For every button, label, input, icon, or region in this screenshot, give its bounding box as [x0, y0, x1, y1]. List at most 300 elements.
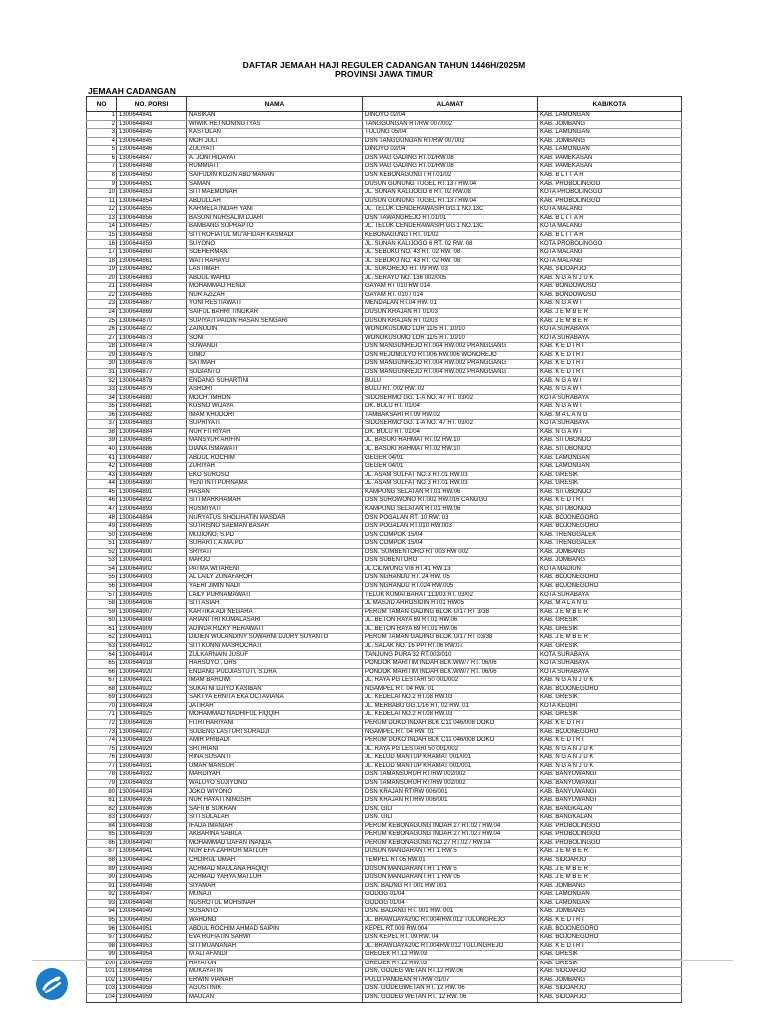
cell-no-porsi: 1300644911: [117, 634, 187, 643]
cell-no: 35: [87, 403, 117, 412]
cell-alamat: DSN COMPOK 15/04: [363, 531, 538, 540]
cell-no: 8: [87, 171, 117, 180]
cell-no: 18: [87, 257, 117, 266]
table-row: [87, 660, 682, 669]
cell-no-porsi: 1300644875: [117, 351, 187, 360]
cell-kab-kota: KAB. K E D I R I: [538, 343, 682, 352]
cell-no: 59: [87, 608, 117, 617]
cell-no: 54: [87, 565, 117, 574]
cell-alamat: GEGER 04/01: [363, 454, 538, 463]
cell-no: 63: [87, 642, 117, 651]
cell-nama: NURYATUS SHOLIHATIN MASDAR: [187, 514, 363, 523]
cell-kab-kota: KAB. J E M B E R: [538, 874, 682, 883]
cell-nama: M ALI AFANDI: [187, 951, 363, 960]
cell-nama: SUHARTI, A.MA.PD: [187, 540, 363, 549]
table-row: [87, 291, 682, 300]
cell-kab-kota: KAB. SIDOARJO: [538, 968, 682, 977]
cell-no: 10: [87, 189, 117, 198]
cell-no: 53: [87, 557, 117, 566]
cell-no-porsi: 1300644881: [117, 403, 187, 412]
cell-alamat: PERUM DOKO INDAH BLK C11 046/008 DOKO: [363, 737, 538, 746]
cell-nama: ACHMAD YAHYA MATLUH: [187, 874, 363, 883]
cell-nama: ACHMAD MAULANA HAQIQI: [187, 865, 363, 874]
cell-kab-kota: KAB. K E D I R I: [538, 360, 682, 369]
cell-no: 43: [87, 471, 117, 480]
cell-no-porsi: 1300644863: [117, 274, 187, 283]
cell-nama: MAULAN: [187, 993, 363, 1002]
cell-no-porsi: 1300644946: [117, 882, 187, 891]
cell-nama: MARJO: [187, 557, 363, 566]
table-row: [87, 685, 682, 694]
table-row: [87, 874, 682, 883]
table-row: [87, 856, 682, 865]
cell-no: 72: [87, 719, 117, 728]
cell-kab-kota: KAB. J E M B E R: [538, 608, 682, 617]
cell-alamat: DSN. BADNG RT 001 RW 001: [363, 882, 538, 891]
cell-no-porsi: 1300644886: [117, 445, 187, 454]
cell-nama: DIDIEN WULANDINY SUWARNI DJURY SUYANTO: [187, 634, 363, 643]
table-row: [87, 300, 682, 309]
cell-no-porsi: 1300644925: [117, 711, 187, 720]
table-row: [87, 788, 682, 797]
cell-nama: SATIMAH: [187, 360, 363, 369]
table-row: [87, 120, 682, 129]
cell-alamat: DSN KRAJAN RT/RW 006/001: [363, 788, 538, 797]
cell-kab-kota: KAB. JOMBANG: [538, 120, 682, 129]
cell-alamat: JL. TELUK CENDERAWASIH GG.1 NO.13C: [363, 206, 538, 215]
cell-nama: MUKAYATIN: [187, 968, 363, 977]
cell-alamat: DSN KEPEL RT. 09 RW. 04: [363, 934, 538, 943]
cell-nama: SUTRISNO SAEMAN BASAR: [187, 523, 363, 532]
table-row: [87, 249, 682, 258]
table-row: [87, 899, 682, 908]
cell-nama: HARSOYO , DRS: [187, 660, 363, 669]
cell-kab-kota: KOTA MALANG: [538, 223, 682, 232]
cell-nama: SUPIYATI PAIDIN HASAN SENGARI: [187, 317, 363, 326]
cell-nama: YENI INTI PURNAMA: [187, 480, 363, 489]
table-row: [87, 523, 682, 532]
cell-alamat: JL. BASUKI RAHMAT RT.02 RW.10: [363, 437, 538, 446]
cell-no-porsi: 1300644950: [117, 916, 187, 925]
cell-nama: ENDANG SUHARTINI: [187, 377, 363, 386]
cell-kab-kota: KAB. N G A N J U K: [538, 677, 682, 686]
cell-nama: YUNI RESTIAWATI: [187, 300, 363, 309]
cell-kab-kota: KAB. N G A N J U K: [538, 745, 682, 754]
cell-kab-kota: KAB. K E D I R I: [538, 737, 682, 746]
cell-nama: SAFII B SUKRAN: [187, 805, 363, 814]
cell-kab-kota: KOTA MADIUN: [538, 565, 682, 574]
cell-nama: ENDANG PUDJIASTUTI, S.DRA: [187, 668, 363, 677]
cell-no-porsi: 1300644936: [117, 805, 187, 814]
cell-alamat: DSN. GODEGWETAN RT. 12 RW. 06: [363, 985, 538, 994]
table-row: [87, 942, 682, 951]
cell-alamat: WONOKUSUMO LOR 11/5 RT. 10/10: [363, 326, 538, 335]
cell-no-porsi: 1300644860: [117, 249, 187, 258]
cell-no-porsi: 1300644862: [117, 266, 187, 275]
cell-kab-kota: KAB. BOJONEGORO: [538, 523, 682, 532]
cell-no-porsi: 1300644934: [117, 788, 187, 797]
cell-no-porsi: 1300644869: [117, 308, 187, 317]
cell-no-porsi: 1300644902: [117, 565, 187, 574]
cell-kab-kota: KAB. GRESIK: [538, 694, 682, 703]
cell-alamat: DINOYO 02/04: [363, 146, 538, 155]
cell-alamat: JL. TELUK CENDERAWASIH GG.1 NO.13C: [363, 223, 538, 232]
cell-no: 5: [87, 146, 117, 155]
cell-no-porsi: 1300644885: [117, 437, 187, 446]
cell-kab-kota: KAB. BOJONEGORO: [538, 582, 682, 591]
cell-kab-kota: KAB. BOJONEGORO: [538, 934, 682, 943]
cell-kab-kota: KAB. LAMONGAN: [538, 112, 682, 121]
cell-kab-kota: KAB. LAMONGAN: [538, 146, 682, 155]
cell-alamat: DK. BULU RT. 01/04: [363, 428, 538, 437]
table-row: [87, 463, 682, 472]
cell-no: 94: [87, 908, 117, 917]
cell-alamat: JL. SEBUKU NO. 43 RT. 02 RW. 08: [363, 249, 538, 258]
cell-no-porsi: 1300644908: [117, 617, 187, 626]
cell-kab-kota: KAB. BOJONEGORO: [538, 514, 682, 523]
cell-alamat: GREDEK RT.12 RW.03: [363, 959, 538, 968]
cell-alamat: DK. BULU RT. 01/04: [363, 403, 538, 412]
cell-kab-kota: KAB. GRESIK: [538, 617, 682, 626]
cell-kab-kota: KAB. N G A N J U K: [538, 762, 682, 771]
cell-no-porsi: 1300644958: [117, 985, 187, 994]
cell-no-porsi: 1300644877: [117, 368, 187, 377]
cell-no: 87: [87, 848, 117, 857]
cell-nama: MOHAMMAD NADHIFUL FIQQIH: [187, 711, 363, 720]
cell-no: 26: [87, 326, 117, 335]
cell-no-porsi: 1300644847: [117, 154, 187, 163]
cell-no: 60: [87, 617, 117, 626]
cell-no-porsi: 1300644845: [117, 129, 187, 138]
cell-no-porsi: 1300644876: [117, 360, 187, 369]
table-row: [87, 129, 682, 138]
cell-nama: BASUNI NURSALIM DJARI: [187, 214, 363, 223]
table-row: [87, 916, 682, 925]
cell-nama: KARMELA INDAH YANI: [187, 206, 363, 215]
table-row: [87, 540, 682, 549]
cell-no: 62: [87, 634, 117, 643]
cell-no-porsi: 1300644959: [117, 993, 187, 1002]
cell-no-porsi: 1300644905: [117, 591, 187, 600]
cell-alamat: DSN. GILI: [363, 805, 538, 814]
cell-no-porsi: 1300644923: [117, 694, 187, 703]
table-row: [87, 351, 682, 360]
cell-no-porsi: 1300644922: [117, 685, 187, 694]
cell-nama: AKBARINA SABILA: [187, 831, 363, 840]
cell-alamat: DSN NGRANDU RT. 24 RW. 05: [363, 574, 538, 583]
cell-no: 14: [87, 223, 117, 232]
cell-nama: SUPRIYATI: [187, 420, 363, 429]
cell-kab-kota: KOTA PROBOLINGGO: [538, 189, 682, 198]
cell-nama: MOHAMMAD HENDI: [187, 283, 363, 292]
cell-nama: MOH JULI: [187, 137, 363, 146]
cell-no: 100: [87, 959, 117, 968]
column-header-kab-kota: KAB/KOTA: [538, 97, 682, 112]
cell-no-porsi: 1300644883: [117, 420, 187, 429]
cell-alamat: TANGGUNGAN RT/RW 007/002: [363, 120, 538, 129]
cell-alamat: DSN NGRANDU RT.024 RW.005: [363, 582, 538, 591]
table-row: [87, 471, 682, 480]
table-row: [87, 831, 682, 840]
cell-kab-kota: KAB. SIDOARJO: [538, 856, 682, 865]
cell-no-porsi: 1300644943: [117, 865, 187, 874]
table-row: [87, 505, 682, 514]
cell-alamat: JL. ASAM SULFAT NO.3 RT.01 RW.03: [363, 471, 538, 480]
cell-no: 9: [87, 180, 117, 189]
cell-nama: MOHAMMAD DAFAN INANDA: [187, 839, 363, 848]
cell-no: 22: [87, 291, 117, 300]
cell-no: 12: [87, 206, 117, 215]
cell-alamat: JL. KEDELAI NO.2 RT.08 RW.03: [363, 711, 538, 720]
cell-no: 91: [87, 882, 117, 891]
table-row: [87, 548, 682, 557]
cell-no: 4: [87, 137, 117, 146]
cell-nama: KASTOLAN: [187, 129, 363, 138]
cell-no: 88: [87, 856, 117, 865]
cell-alamat: JL. KELUD MANTUP KRAMAT 001/001: [363, 762, 538, 771]
cell-kab-kota: KAB. LAMONGAN: [538, 899, 682, 908]
cell-no-porsi: 1300644872: [117, 326, 187, 335]
cell-no: 39: [87, 437, 117, 446]
cell-kab-kota: KAB. BOJONEGORO: [538, 685, 682, 694]
cell-alamat: DUSUN KRAJAN RT 01/03: [363, 308, 538, 317]
cell-kab-kota: KAB. PROBOLINGGO: [538, 180, 682, 189]
cell-no-porsi: 1300644892: [117, 497, 187, 506]
cell-alamat: GODOG 01/04: [363, 891, 538, 900]
table-row: [87, 531, 682, 540]
table-row: [87, 908, 682, 917]
cell-no: 40: [87, 445, 117, 454]
table-row: [87, 283, 682, 292]
cell-nama: KARTIKA ADI NEGARA: [187, 608, 363, 617]
cell-nama: SUGIANTO: [187, 368, 363, 377]
cell-kab-kota: KAB. N G A W I: [538, 300, 682, 309]
cell-no-porsi: 1300644909: [117, 625, 187, 634]
table-row: [87, 308, 682, 317]
cell-no-porsi: 1300644856: [117, 214, 187, 223]
document-subtitle: PROVINSI JAWA TIMUR: [335, 69, 433, 79]
cell-alamat: SIDOSERMO GG. 1-A NO. 47 RT. 03/02: [363, 394, 538, 403]
cell-nama: SITI SULALAH: [187, 814, 363, 823]
cell-no: 44: [87, 480, 117, 489]
cell-alamat: DINOYO 02/04: [363, 112, 538, 121]
cell-alamat: KAMPUNG SELATAN RT.01 RW.06: [363, 505, 538, 514]
cell-no-porsi: 1300644945: [117, 874, 187, 883]
cell-no: 84: [87, 822, 117, 831]
table-row: [87, 771, 682, 780]
cell-alamat: GEGER 04/01: [363, 463, 538, 472]
cell-kab-kota: KAB. BANGKALAN: [538, 814, 682, 823]
cell-alamat: DSN PAG GADING RT.01/RW.08: [363, 163, 538, 172]
cell-alamat: GAYAM RT. 010 / 014: [363, 291, 538, 300]
cell-alamat: DUSUN KRAJAN RT 02/03: [363, 317, 538, 326]
cell-alamat: TANJUNG PURA 32 RT.003/010: [363, 651, 538, 660]
cell-kab-kota: KAB. PROBOLINGGO: [538, 822, 682, 831]
cell-alamat: TEMPEL RT.05 RW.01: [363, 856, 538, 865]
cell-no: 96: [87, 925, 117, 934]
cell-no-porsi: 1300644867: [117, 300, 187, 309]
cell-no-porsi: 1300644897: [117, 540, 187, 549]
cell-no: 32: [87, 377, 117, 386]
cell-kab-kota: KAB. N G A W I: [538, 377, 682, 386]
cell-nama: SUSANTO: [187, 908, 363, 917]
cell-nama: HASAN: [187, 488, 363, 497]
cell-kab-kota: KAB. LAMONGAN: [538, 129, 682, 138]
table-row: [87, 737, 682, 746]
cell-no-porsi: 1300644890: [117, 480, 187, 489]
cell-no: 57: [87, 591, 117, 600]
table-row: [87, 805, 682, 814]
table-row: [87, 112, 682, 121]
cell-kab-kota: KAB. BOJONEGORO: [538, 574, 682, 583]
cell-alamat: TULUNG 05/04: [363, 129, 538, 138]
cell-alamat: PERUM TAMAN GADING BLOK U/17 RT 03/38: [363, 634, 538, 643]
cell-nama: ASRORI: [187, 386, 363, 395]
cell-kab-kota: KAB. GRESIK: [538, 711, 682, 720]
cell-no: 97: [87, 934, 117, 943]
cell-no: 48: [87, 514, 117, 523]
cell-no-porsi: 1300644900: [117, 548, 187, 557]
cell-no-porsi: 1300644942: [117, 856, 187, 865]
cell-kab-kota: KAB. SITUBONDO: [538, 445, 682, 454]
table-row: [87, 797, 682, 806]
cell-kab-kota: KAB. JOMBANG: [538, 882, 682, 891]
table-row: [87, 565, 682, 574]
cell-nama: MUJIONO, S.PD: [187, 531, 363, 540]
table-row: [87, 454, 682, 463]
table-body: [87, 112, 682, 1003]
cell-no-porsi: 1300644893: [117, 505, 187, 514]
table-row: [87, 146, 682, 155]
table-row: [87, 651, 682, 660]
cell-no-porsi: 1300644949: [117, 908, 187, 917]
cell-nama: WATI RAHAYU: [187, 257, 363, 266]
cell-no-porsi: 1300644891: [117, 488, 187, 497]
cell-no-porsi: 1300644855: [117, 206, 187, 215]
table-row: [87, 702, 682, 711]
cell-kab-kota: KAB. J E M B E R: [538, 865, 682, 874]
cell-kab-kota: KAB. PROBOLINGGO: [538, 197, 682, 206]
column-header-no: NO: [87, 97, 117, 112]
cell-nama: ERWIN VIANAH: [187, 976, 363, 985]
cell-kab-kota: KAB. GRESIK: [538, 642, 682, 651]
cell-kab-kota: KAB. J E M B E R: [538, 308, 682, 317]
cell-no-porsi: 1300644918: [117, 660, 187, 669]
cell-kab-kota: KAB. SIDOARJO: [538, 985, 682, 994]
cell-nama: EVA RUFIATIN SARWI: [187, 934, 363, 943]
cell-no-porsi: 1300644947: [117, 891, 187, 900]
table-row: [87, 180, 682, 189]
cell-nama: KUSNO WIJAYA: [187, 403, 363, 412]
cell-no: 70: [87, 702, 117, 711]
cell-nama: ZURIYAH: [187, 463, 363, 472]
cell-no: 65: [87, 660, 117, 669]
cell-no-porsi: 1300644889: [117, 471, 187, 480]
table-row: [87, 557, 682, 566]
cell-alamat: DUSUN GUNUNG TUGEL RT.13 / RW.04: [363, 180, 538, 189]
cell-no: 23: [87, 300, 117, 309]
cell-alamat: KEPEL RT.009 RW.004: [363, 925, 538, 934]
cell-kab-kota: KAB. GRESIK: [538, 951, 682, 960]
table-row: [87, 668, 682, 677]
cell-nama: ZAINUDIN: [187, 326, 363, 335]
cell-no-porsi: 1300644930: [117, 754, 187, 763]
cell-nama: ZULKARNAIN JUSUF: [187, 651, 363, 660]
cell-kab-kota: KAB. K E D I R I: [538, 497, 682, 506]
cell-nama: SITI MARKHAMAH: [187, 497, 363, 506]
cell-no-porsi: 1300644880: [117, 394, 187, 403]
cell-no: 16: [87, 240, 117, 249]
cell-alamat: DSN SUROWONO RT.002 RW.016 CANGGU: [363, 497, 538, 506]
cell-no: 75: [87, 745, 117, 754]
cell-no: 41: [87, 454, 117, 463]
cell-nama: AMIR PRIBADI: [187, 737, 363, 746]
cell-no-porsi: 1300644931: [117, 762, 187, 771]
cell-alamat: BULU: [363, 377, 538, 386]
jemaah-table: [86, 96, 682, 1003]
cell-kab-kota: KAB. K E D I R I: [538, 916, 682, 925]
cell-no-porsi: 1300644882: [117, 411, 187, 420]
cell-nama: MARDIYAH: [187, 771, 363, 780]
table-row: [87, 762, 682, 771]
table-row: [87, 360, 682, 369]
cell-nama: NUR HAYATI NINGSIH: [187, 797, 363, 806]
cell-nama: SOEHERMAN: [187, 249, 363, 258]
cell-no-porsi: 1300644854: [117, 197, 187, 206]
cell-nama: ABDUL ROCHIM: [187, 454, 363, 463]
cell-no-porsi: 1300644932: [117, 771, 187, 780]
cell-no: 52: [87, 548, 117, 557]
cell-kab-kota: KAB. BOJONEGORO: [538, 728, 682, 737]
cell-nama: A. JONI HIDAYAT: [187, 154, 363, 163]
table-row: [87, 386, 682, 395]
cell-no-porsi: 1300644904: [117, 582, 187, 591]
cell-alamat: MENDALAN RT.04 RW. 01: [363, 300, 538, 309]
cell-no-porsi: 1300644888: [117, 463, 187, 472]
cell-nama: SUGENG LASTURI SURADJI: [187, 728, 363, 737]
cell-kab-kota: KAB. J E M B E R: [538, 848, 682, 857]
table-row: [87, 197, 682, 206]
table-header-row: [87, 97, 682, 112]
cell-nama: SITI MUANANAH: [187, 942, 363, 951]
cell-alamat: NGAMPEL RT. 04 RW. 01: [363, 728, 538, 737]
cell-kab-kota: KAB. PROBOLINGGO: [538, 831, 682, 840]
cell-no-porsi: 1300644907: [117, 608, 187, 617]
cell-no-porsi: 1300644951: [117, 925, 187, 934]
cell-kab-kota: KAB. BONDOWOSO: [538, 283, 682, 292]
cell-nama: NASIKAN: [187, 112, 363, 121]
cell-kab-kota: KAB. LAMONGAN: [538, 454, 682, 463]
cell-no: 27: [87, 334, 117, 343]
table-row: [87, 591, 682, 600]
cell-kab-kota: KOTA SURABAYA: [538, 420, 682, 429]
cell-alamat: DUSUN GUNUNG TUGEL RT.13 / RW.04: [363, 197, 538, 206]
cell-no: 45: [87, 488, 117, 497]
cell-alamat: JL. SUNAN KALIJOGO 6 RT. 02 RW. 08: [363, 240, 538, 249]
cell-no-porsi: 1300644851: [117, 180, 187, 189]
cell-kab-kota: KAB. JOMBANG: [538, 137, 682, 146]
cell-no: 6: [87, 154, 117, 163]
scribd-logo-icon[interactable]: [36, 968, 68, 1000]
cell-no: 85: [87, 831, 117, 840]
table-row: [87, 231, 682, 240]
cell-alamat: TAMBAKSARI RT.09 RW.02: [363, 411, 538, 420]
cell-kab-kota: KAB. BANYUWANGI: [538, 779, 682, 788]
cell-no: 33: [87, 386, 117, 395]
cell-no: 47: [87, 505, 117, 514]
table-row: [87, 711, 682, 720]
cell-no: 95: [87, 916, 117, 925]
